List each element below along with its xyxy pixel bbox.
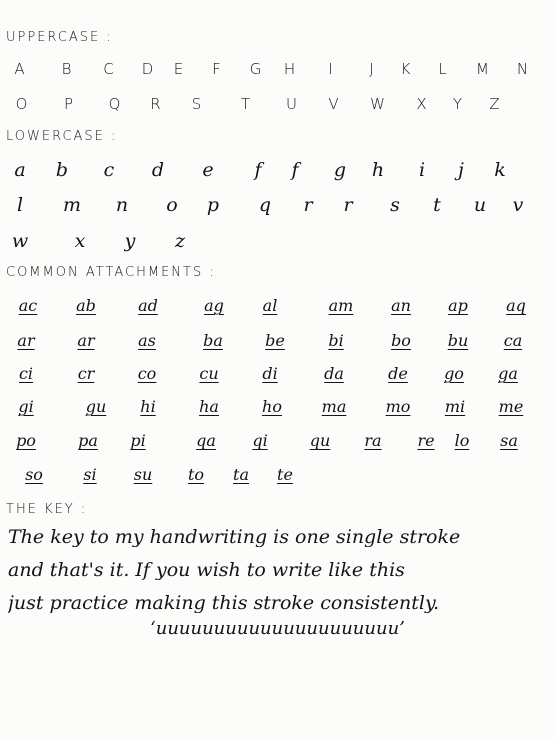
uppercase-letter: X	[416, 95, 428, 113]
attachment-pair: sa	[500, 431, 518, 450]
attachment-pair: ba	[203, 331, 223, 350]
lowercase-letter: m	[62, 194, 82, 216]
key-line-1: The key to my handwriting is one single stroke	[8, 528, 461, 547]
uppercase-letter: S	[191, 95, 203, 113]
uppercase-letter: M	[476, 60, 490, 78]
attachment-pair: qi	[252, 431, 268, 450]
lowercase-letter: t	[433, 194, 441, 216]
lowercase-letter: r	[303, 194, 313, 216]
attachment-pair: ar	[77, 331, 95, 350]
attachment-pair: ap	[448, 296, 468, 315]
attachment-pair: gi	[18, 397, 34, 416]
uppercase-letter: Y	[452, 95, 464, 113]
attachment-pair: re	[417, 431, 435, 450]
attachments-row-6	[0, 463, 556, 493]
lowercase-letter: h	[371, 159, 385, 181]
uppercase-row-2	[0, 93, 556, 123]
attachment-pair: cu	[199, 364, 219, 383]
lowercase-letter: r	[343, 194, 353, 216]
attachment-pair: de	[388, 364, 408, 383]
uppercase-letter: B	[61, 60, 73, 78]
lowercase-letter: c	[103, 159, 115, 181]
attachments-row-5	[0, 429, 556, 459]
attachment-pair: an	[391, 296, 411, 315]
uppercase-row-1	[0, 58, 556, 88]
attachments-row-3	[0, 362, 556, 392]
attachment-pair: hi	[140, 397, 156, 416]
attachment-pair: ad	[138, 296, 158, 315]
practice-stroke: ‘uuuuuuuuuuuuuuuuuuuuu’	[150, 618, 405, 639]
attachment-pair: ta	[233, 465, 249, 484]
attachment-pair: da	[324, 364, 344, 383]
lowercase-letter: e	[202, 159, 214, 181]
attachment-pair: ac	[18, 296, 38, 315]
uppercase-letter: N	[516, 60, 530, 78]
attachment-pair: as	[138, 331, 156, 350]
attachment-pair: ra	[364, 431, 382, 450]
attachment-pair: qa	[196, 431, 216, 450]
attachment-pair: ho	[262, 397, 282, 416]
attachment-pair: si	[83, 465, 97, 484]
lowercase-letter: q	[258, 194, 272, 216]
lowercase-letter: j	[458, 159, 464, 181]
lowercase-letter: f	[291, 159, 299, 181]
uppercase-letter: O	[15, 95, 29, 113]
attachment-pair: co	[137, 364, 157, 383]
heading-attachments: COMMON ATTACHMENTS :	[6, 265, 216, 280]
key-line-3: just practice making this stroke consistently.	[8, 594, 440, 613]
uppercase-letter: I	[328, 60, 334, 78]
attachment-pair: ma	[321, 397, 347, 416]
attachment-pair: ci	[18, 364, 34, 383]
uppercase-letter: Q	[108, 95, 122, 113]
attachment-pair: am	[328, 296, 354, 315]
uppercase-letter: U	[286, 95, 298, 113]
lowercase-letter: z	[174, 230, 186, 252]
lowercase-letter: b	[55, 159, 69, 181]
attachment-pair: gu	[85, 397, 107, 416]
uppercase-letter: T	[240, 95, 252, 113]
lowercase-letter: u	[473, 194, 487, 216]
uppercase-letter: D	[141, 60, 155, 78]
attachment-pair: po	[16, 431, 36, 450]
attachments-row-2	[0, 329, 556, 359]
lowercase-letter: d	[151, 159, 165, 181]
attachment-pair: di	[262, 364, 278, 383]
attachment-pair: me	[498, 397, 524, 416]
attachment-pair: so	[25, 465, 43, 484]
heading-uppercase: UPPERCASE :	[6, 30, 113, 45]
attachment-pair: qu	[309, 431, 331, 450]
uppercase-letter: R	[150, 95, 162, 113]
uppercase-letter: F	[212, 60, 222, 78]
attachment-pair: bu	[447, 331, 469, 350]
lowercase-letter: y	[124, 230, 136, 252]
uppercase-letter: W	[370, 95, 386, 113]
lowercase-row-2	[0, 192, 556, 222]
uppercase-letter: A	[14, 60, 26, 78]
lowercase-letter: p	[206, 194, 220, 216]
attachments-row-1	[0, 294, 556, 324]
attachment-pair: bo	[391, 331, 411, 350]
lowercase-letter: x	[74, 230, 86, 252]
attachment-pair: to	[187, 465, 205, 484]
lowercase-letter: w	[11, 230, 29, 252]
lowercase-letter: g	[333, 159, 347, 181]
uppercase-letter: E	[173, 60, 185, 78]
key-line-2: and that's it. If you wish to write like this	[8, 561, 405, 580]
attachment-pair: su	[133, 465, 153, 484]
attachment-pair: bi	[328, 331, 344, 350]
attachment-pair: aq	[506, 296, 526, 315]
heading-key: THE KEY :	[6, 502, 88, 517]
attachment-pair: cr	[77, 364, 95, 383]
attachment-pair: ca	[503, 331, 523, 350]
uppercase-letter: G	[249, 60, 263, 78]
attachment-pair: ab	[76, 296, 96, 315]
lowercase-letter: a	[14, 159, 26, 181]
attachment-pair: ga	[498, 364, 518, 383]
attachment-pair: be	[265, 331, 285, 350]
uppercase-letter: H	[283, 60, 297, 78]
lowercase-row-3	[0, 228, 556, 258]
lowercase-letter: i	[418, 159, 426, 181]
lowercase-letter: k	[494, 159, 506, 181]
attachment-pair: pa	[78, 431, 98, 450]
lowercase-letter: s	[390, 194, 400, 216]
attachment-pair: go	[444, 364, 464, 383]
attachment-pair: al	[262, 296, 278, 315]
uppercase-letter: J	[369, 60, 375, 78]
uppercase-letter: Z	[489, 95, 501, 113]
lowercase-letter: n	[115, 194, 129, 216]
heading-lowercase: LOWERCASE :	[6, 129, 118, 144]
uppercase-letter: P	[63, 95, 75, 113]
attachment-pair: pi	[130, 431, 146, 450]
lowercase-letter: o	[166, 194, 178, 216]
attachment-pair: mi	[444, 397, 466, 416]
attachments-row-4	[0, 395, 556, 425]
attachment-pair: lo	[454, 431, 470, 450]
attachment-pair: ar	[17, 331, 35, 350]
lowercase-letter: v	[512, 194, 524, 216]
attachment-pair: ha	[199, 397, 219, 416]
uppercase-letter: K	[400, 60, 412, 78]
uppercase-letter: L	[438, 60, 448, 78]
lowercase-row-1	[0, 157, 556, 187]
lowercase-letter: l	[16, 194, 24, 216]
attachment-pair: mo	[385, 397, 411, 416]
attachment-pair: te	[277, 465, 293, 484]
uppercase-letter: V	[328, 95, 340, 113]
attachment-pair: ag	[204, 296, 224, 315]
uppercase-letter: C	[103, 60, 115, 78]
lowercase-letter: f	[254, 159, 262, 181]
